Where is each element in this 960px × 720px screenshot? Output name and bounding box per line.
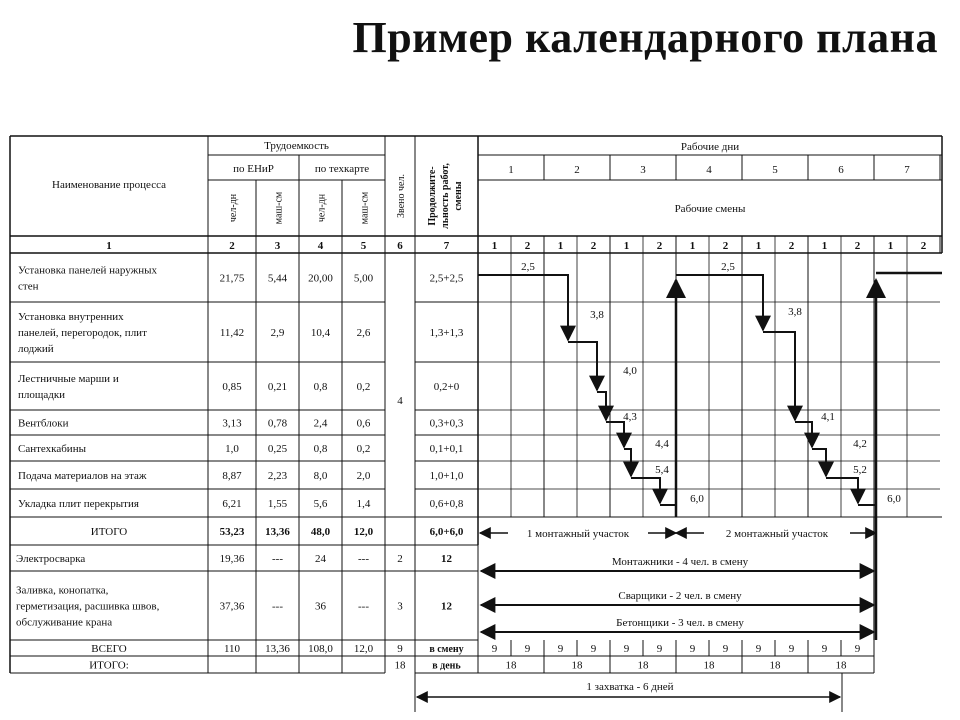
shift-value: 9 [590, 643, 597, 655]
gantt-label: 4,0 [623, 365, 637, 377]
labor-value: 11,42 [219, 327, 245, 339]
shift-value: 9 [656, 643, 663, 655]
shift-value: 9 [524, 643, 531, 655]
vsego-value: 12,0 [353, 643, 374, 655]
header-subcol: маш-см [359, 191, 371, 225]
labor-value: 36 [315, 600, 326, 613]
shift-number: 1 [623, 240, 630, 252]
gantt-line [568, 342, 597, 390]
process-name: Установка панелей наружных [18, 264, 157, 277]
gantt-label: 2,5 [521, 261, 535, 273]
shift-number: 2 [590, 240, 597, 252]
header-labor: Трудоемкость [264, 140, 329, 152]
day-number: 4 [706, 164, 712, 176]
labor-value: 0,85 [222, 381, 242, 393]
duration-value: 0,2+0 [433, 381, 460, 393]
gantt-label: 4,3 [623, 411, 637, 423]
labor-value: 2,23 [267, 470, 288, 482]
gantt-label: 3,8 [788, 306, 802, 318]
duration-value: 0,1+0,1 [429, 443, 464, 455]
team-value: 2 [397, 553, 403, 565]
shift-value: 9 [788, 643, 795, 655]
crew-label: Бетонщики - 3 чел. в смену [616, 617, 744, 629]
vsego-label: ВСЕГО [91, 643, 127, 655]
gantt-line [795, 422, 812, 447]
day-number: 1 [508, 164, 514, 176]
day-value: 18 [835, 659, 847, 672]
gantt-line [624, 449, 631, 476]
gantt-label: 4,4 [655, 438, 669, 450]
shift-value: 9 [491, 643, 498, 655]
labor-value: 8,0 [313, 470, 328, 482]
shift-value: 9 [821, 643, 828, 655]
process-name: Лестничные марши и [18, 373, 119, 385]
labor-value: 2,0 [356, 470, 371, 482]
gantt-line [676, 275, 763, 330]
process-name: Заливка, конопатка, [16, 584, 109, 597]
section-label: 2 монтажный участок [725, 528, 829, 540]
labor-value: 19,36 [219, 553, 245, 565]
process-name: Сантехкабины [18, 443, 86, 455]
gantt-label: 5,2 [853, 464, 867, 476]
vsego-value: 110 [223, 643, 241, 655]
shift-number: 1 [491, 240, 498, 252]
team-value: 3 [397, 600, 403, 613]
header-techmap: по техкарте [314, 163, 370, 175]
labor-value: 0,8 [313, 443, 328, 455]
header-team: Звено чел. [396, 174, 407, 218]
labor-value: 6,21 [222, 498, 242, 510]
shift-number: 1 [887, 240, 894, 252]
labor-value: --- [358, 600, 369, 613]
gantt-line [763, 332, 795, 420]
day-number: 7 [904, 164, 910, 176]
labor-value: 0,8 [313, 381, 328, 393]
process-name: Укладка плит перекрытия [18, 498, 139, 510]
day-value: 18 [703, 659, 715, 672]
process-name: Установка внутренних [18, 311, 124, 323]
labor-value: 5,44 [267, 272, 288, 285]
gantt-line [606, 422, 624, 447]
duration-value: 2,5+2,5 [429, 272, 464, 285]
vsego-unit: в смену [429, 644, 464, 655]
labor-value: 2,6 [356, 327, 371, 339]
gantt-label: 4,1 [821, 411, 835, 423]
shift-number: 2 [788, 240, 795, 252]
shift-value: 9 [623, 643, 630, 655]
vsego-value: 108,0 [308, 643, 333, 655]
labor-value: 2,4 [313, 417, 328, 430]
process-name: лоджий [18, 343, 54, 355]
day-number: 2 [574, 164, 580, 176]
shift-value: 9 [755, 643, 762, 655]
gantt-label: 5,4 [655, 464, 669, 476]
shift-number: 2 [920, 240, 927, 252]
gantt-label: 2,5 [721, 261, 735, 273]
column-number: 7 [443, 240, 450, 252]
labor-value: 21,75 [219, 272, 245, 285]
column-number: 2 [229, 240, 235, 252]
process-name: Вентблоки [18, 417, 69, 430]
labor-value: 8,87 [222, 470, 242, 482]
labor-value: 0,2 [356, 443, 371, 455]
header-enir: по ЕНиР [233, 163, 274, 175]
duration-value: 12 [441, 553, 452, 565]
shift-number: 1 [821, 240, 828, 252]
labor-value: 10,4 [310, 327, 331, 339]
labor-value: 37,36 [219, 600, 245, 613]
labor-value: 0,2 [356, 381, 371, 393]
day-number: 6 [838, 164, 844, 176]
header-work-shifts: Рабочие смены [674, 203, 746, 215]
process-name: площадки [18, 389, 66, 401]
shift-number: 1 [689, 240, 696, 252]
gantt-label: 3,8 [590, 309, 604, 321]
shift-number: 2 [656, 240, 663, 252]
shift-number: 1 [755, 240, 762, 252]
gantt-line [826, 478, 858, 503]
day-value: 18 [637, 659, 649, 672]
day-value: 18 [571, 659, 583, 672]
team-value: 9 [397, 643, 403, 655]
duration-value: 0,3+0,3 [429, 417, 464, 430]
team-value: 4 [397, 395, 403, 407]
shift-number: 1 [557, 240, 564, 252]
section-label: 1 монтажный участок [526, 528, 630, 540]
gantt-label: 6,0 [887, 493, 901, 505]
process-name: Подача материалов на этаж [18, 470, 147, 482]
itogo-value: 48,0 [310, 526, 331, 538]
gantt-line [631, 478, 660, 503]
shift-number: 2 [854, 240, 861, 252]
header-subcol: чел-дн [228, 193, 239, 223]
itogo-value: 53,23 [219, 526, 245, 538]
header-subcol: чел-дн [316, 193, 328, 223]
labor-value: 1,55 [267, 498, 288, 510]
duration-value: 12 [441, 600, 452, 613]
itogo-label: ИТОГО [90, 526, 128, 538]
labor-value: 5,00 [353, 272, 374, 285]
shift-value: 9 [722, 643, 729, 655]
column-number: 6 [397, 240, 403, 252]
column-number: 3 [274, 240, 281, 252]
process-name: панелей, перегородок, плит [18, 327, 147, 339]
process-name: герметизация, расшивка швов, [16, 600, 160, 613]
duration-value: 1,0+1,0 [429, 470, 464, 482]
column-number: 5 [360, 240, 367, 252]
gantt-label: 6,0 [690, 493, 704, 505]
itogo-value: 13,36 [265, 526, 290, 538]
duration-value: 0,6+0,8 [429, 498, 464, 510]
crew-label: Сварщики - 2 чел. в смену [618, 590, 742, 602]
itogo2-unit: в день [432, 660, 461, 672]
process-name: обслуживание крана [16, 616, 113, 629]
header-duration: льность работ, [440, 163, 451, 229]
shift-number: 2 [524, 240, 531, 252]
gantt-line [812, 449, 826, 476]
shift-number: 2 [722, 240, 729, 252]
labor-value: 24 [315, 553, 326, 565]
itogo-duration: 6,0+6,0 [429, 526, 464, 538]
slide-title: Пример календарного плана [352, 13, 938, 62]
day-number: 3 [640, 164, 646, 176]
process-name: стен [18, 280, 39, 293]
duration-value: 1,3+1,3 [429, 327, 464, 339]
itogo-value: 12,0 [353, 526, 374, 538]
vsego-value: 13,36 [265, 643, 290, 655]
labor-value: 1,0 [225, 443, 239, 455]
column-number: 1 [106, 240, 112, 252]
column-number: 4 [317, 240, 324, 252]
labor-value: 0,21 [267, 381, 288, 393]
day-number: 5 [772, 164, 778, 176]
process-name: Электросварка [16, 553, 86, 565]
header-process-name: Наименование процесса [52, 179, 166, 191]
labor-value: --- [272, 553, 283, 565]
gantt-line [478, 275, 568, 340]
team-value: 18 [394, 659, 406, 672]
labor-value: 3,13 [222, 417, 242, 430]
header-duration: смены [453, 181, 464, 211]
itogo2-label: ИТОГО: [89, 659, 129, 672]
labor-value: 5,6 [313, 498, 328, 510]
shift-value: 9 [689, 643, 696, 655]
header-subcol: маш-см [273, 191, 285, 225]
labor-value: 2,9 [270, 327, 285, 339]
labor-value: 1,4 [356, 498, 371, 510]
labor-value: 0,6 [356, 417, 371, 430]
labor-value: 0,25 [267, 443, 288, 455]
header-work-days: Рабочие дни [680, 141, 740, 153]
gantt-label: 4,2 [853, 438, 867, 450]
shift-value: 9 [854, 643, 861, 655]
labor-value: 0,78 [267, 417, 288, 430]
zakhvatka-label: 1 захватка - 6 дней [586, 681, 674, 693]
day-value: 18 [505, 659, 517, 672]
day-value: 18 [769, 659, 781, 672]
crew-label: Монтажники - 4 чел. в смену [611, 556, 749, 568]
gantt-line [597, 392, 606, 420]
labor-value: --- [272, 600, 283, 613]
header-duration: Продолжите- [427, 166, 438, 226]
labor-value: --- [358, 553, 369, 565]
labor-value: 20,00 [308, 272, 333, 285]
shift-value: 9 [557, 643, 564, 655]
